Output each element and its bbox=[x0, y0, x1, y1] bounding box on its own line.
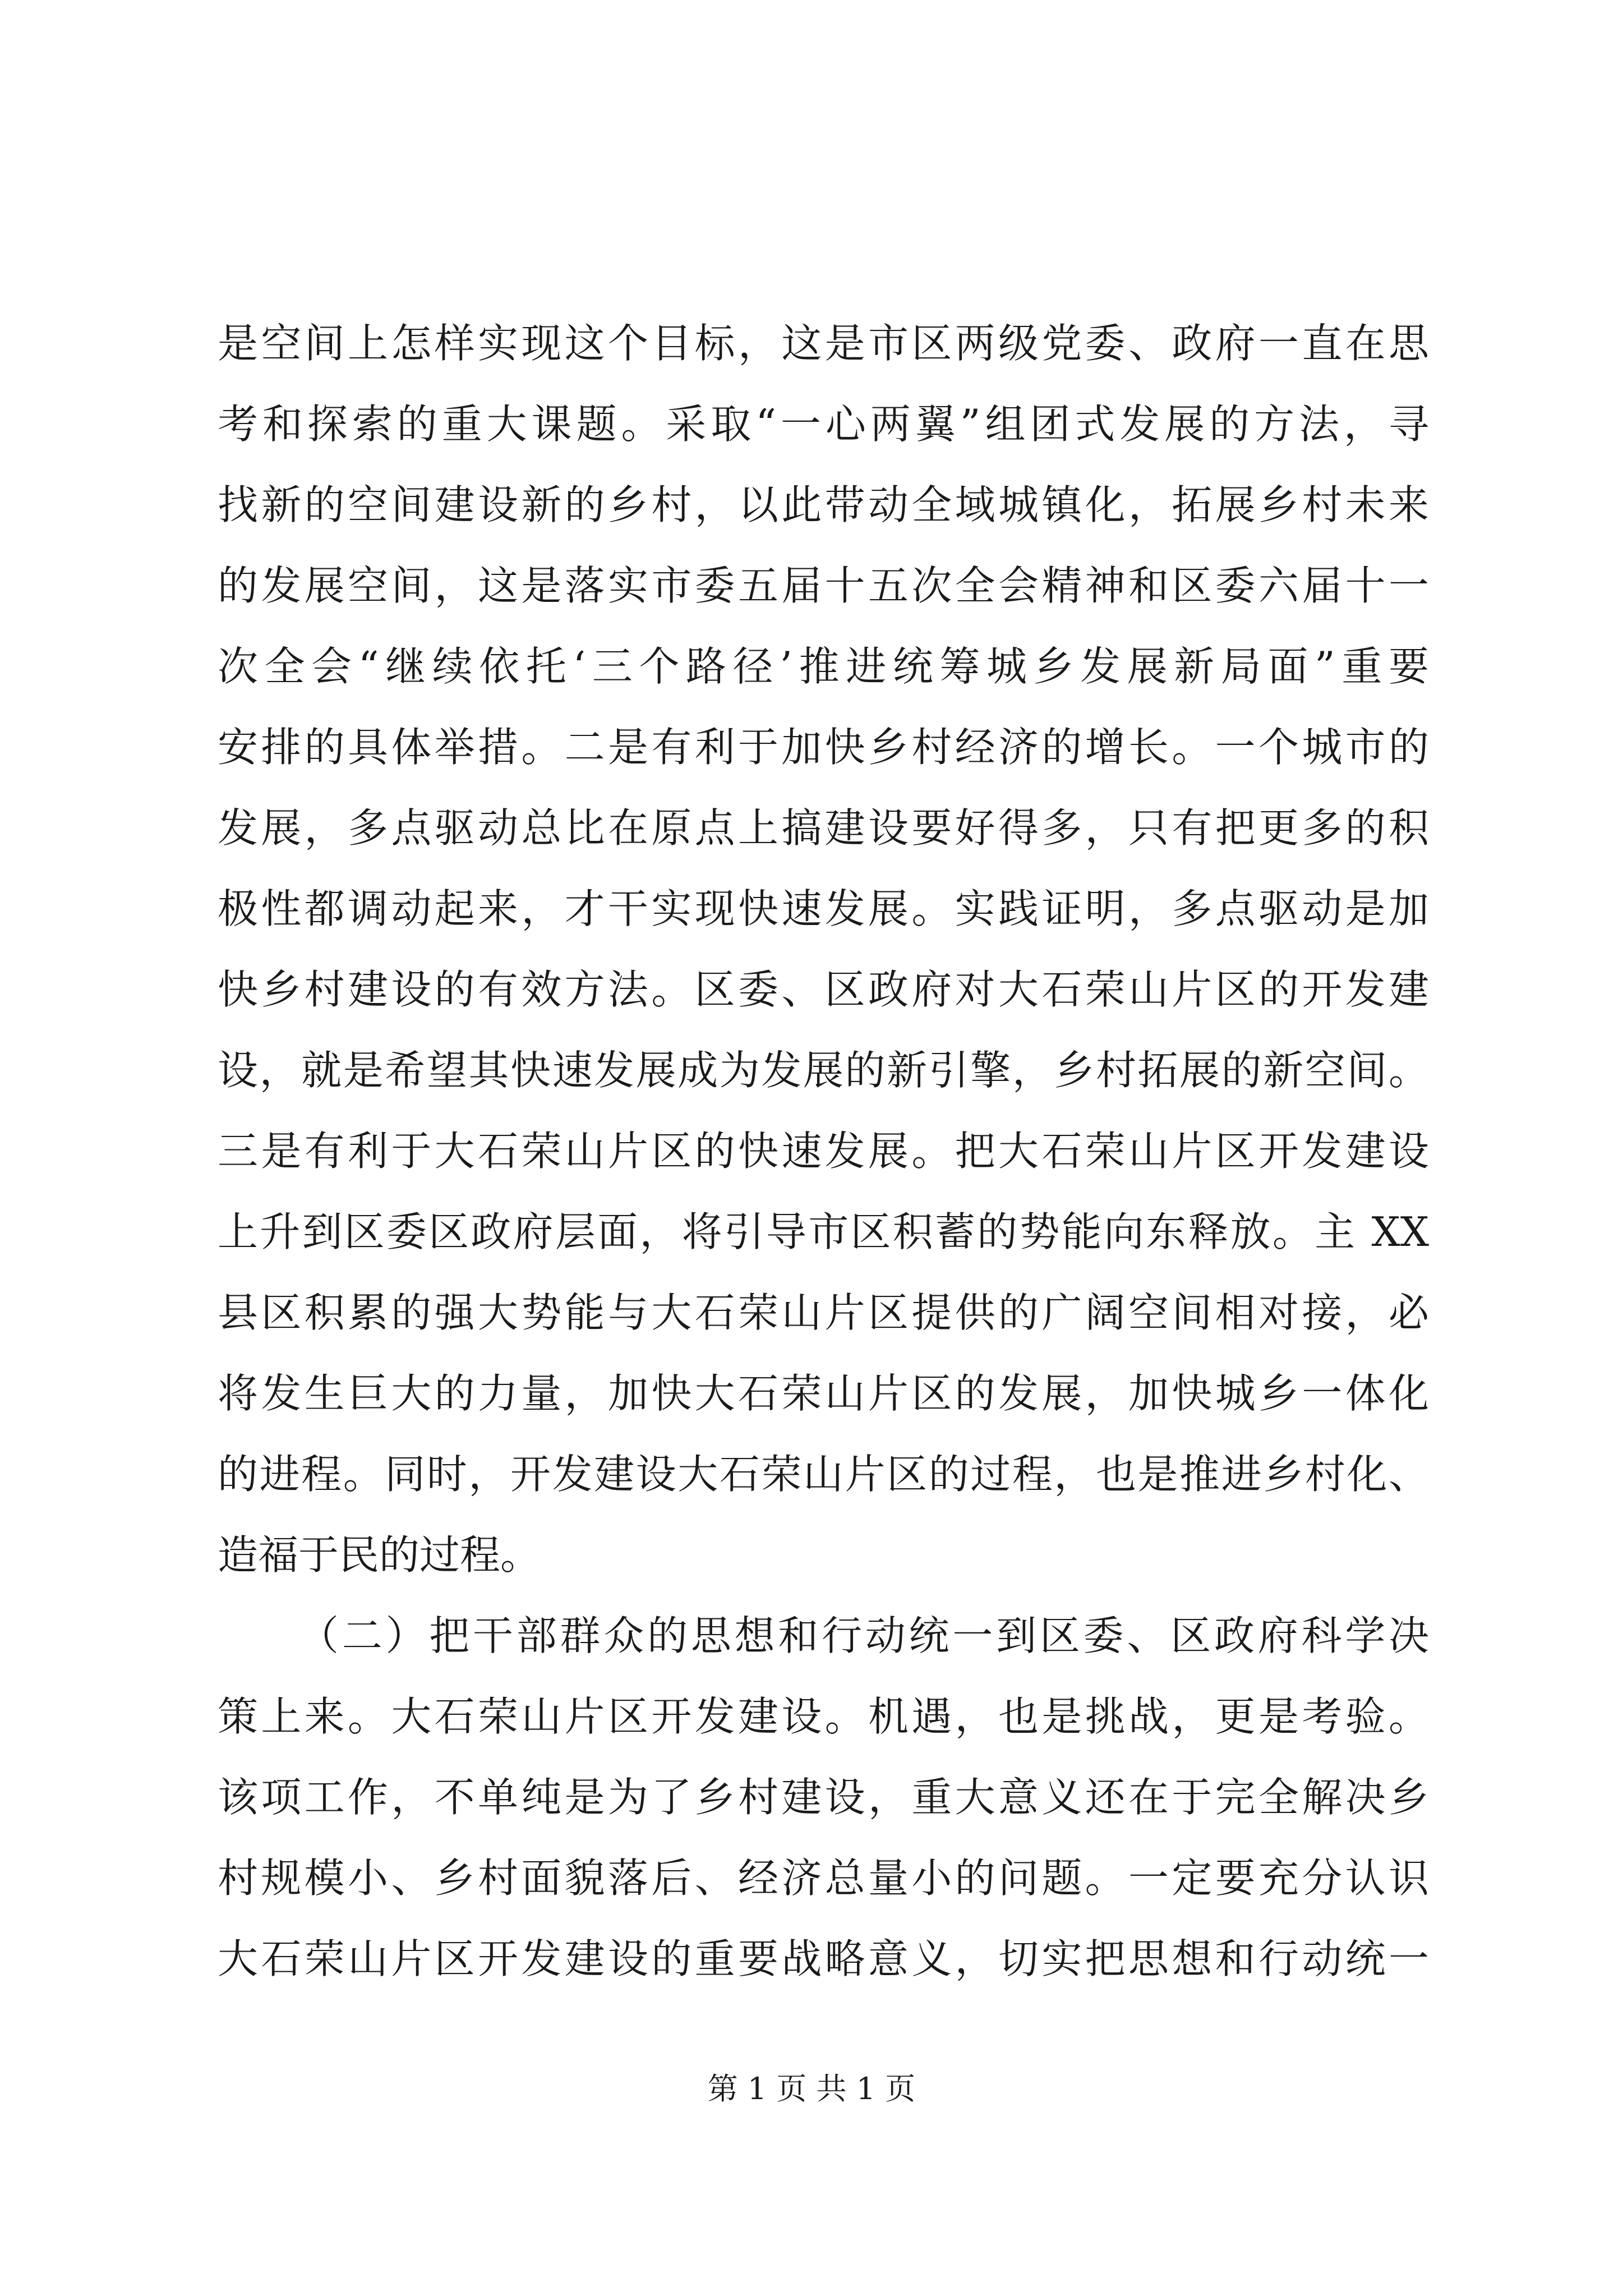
paragraph-line: 设，就是希望其快速发展成为发展的新引擎，乡村拓展的新空间。 bbox=[218, 1047, 1429, 1094]
paragraph-line: 造福于民的过程。 bbox=[218, 1531, 541, 1579]
document-body bbox=[218, 303, 1429, 1999]
paragraph-line: 策上来。大石荣山片区开发建设。机遇，也是挑战，更是考验。 bbox=[218, 1693, 1429, 1740]
paragraph-line: 三是有利于大石荣山片区的快速发展。把大石荣山片区开发建设 bbox=[218, 1128, 1429, 1175]
paragraph-line: 极性都调动起来，才干实现快速发展。实践证明，多点驱动是加 bbox=[218, 885, 1429, 932]
paragraph-line: 考和探索的重大课题。采取“一心两翼”组团式发展的方法，寻 bbox=[218, 401, 1429, 448]
paragraph-line: 村规模小、乡村面貌落后、经济总量小的问题。一定要充分认识 bbox=[218, 1855, 1429, 1902]
paragraph-line: 的发展空间，这是落实市委五届十五次全会精神和区委六届十一 bbox=[218, 562, 1429, 609]
paragraph-line: 快乡村建设的有效方法。区委、区政府对大石荣山片区的开发建 bbox=[218, 966, 1429, 1013]
paragraph-line: 是空间上怎样实现这个目标，这是市区两级党委、政府一直在思 bbox=[218, 320, 1429, 367]
paragraph-line: 的进程。同时，开发建设大石荣山片区的过程，也是推进乡村化、 bbox=[218, 1451, 1429, 1498]
paragraph-line: 次全会“继续依托‘三个路径’推进统筹城乡发展新局面”重要 bbox=[218, 643, 1429, 690]
paragraph-line: 将发生巨大的力量，加快大石荣山片区的发展，加快城乡一体化 bbox=[218, 1370, 1429, 1417]
paragraph-line: 大石荣山片区开发建设的重要战略意义，切实把思想和行动统一 bbox=[218, 1935, 1429, 1982]
paragraph-line: （二）把干部群众的思想和行动统一到区委、区政府科学决 bbox=[298, 1612, 1429, 1659]
page-number-footer: 第 1 页 共 1 页 bbox=[707, 2071, 916, 2106]
paragraph-line: 找新的空间建设新的乡村，以此带动全域城镇化，拓展乡村未来 bbox=[218, 481, 1429, 528]
paragraph-line: 上升到区委区政府层面，将引导市区积蓄的势能向东释放。主 XX bbox=[218, 1208, 1429, 1255]
paragraph-line: 该项工作，不单纯是为了乡村建设，重大意义还在于完全解决乡 bbox=[218, 1774, 1429, 1821]
paragraph-line: 发展，多点驱动总比在原点上搞建设要好得多，只有把更多的积 bbox=[218, 804, 1429, 852]
paragraph-line: 安排的具体举措。二是有利于加快乡村经济的增长。一个城市的 bbox=[218, 724, 1429, 771]
paragraph-line: 县区积累的强大势能与大石荣山片区提供的广阔空间相对接，必 bbox=[218, 1289, 1429, 1336]
